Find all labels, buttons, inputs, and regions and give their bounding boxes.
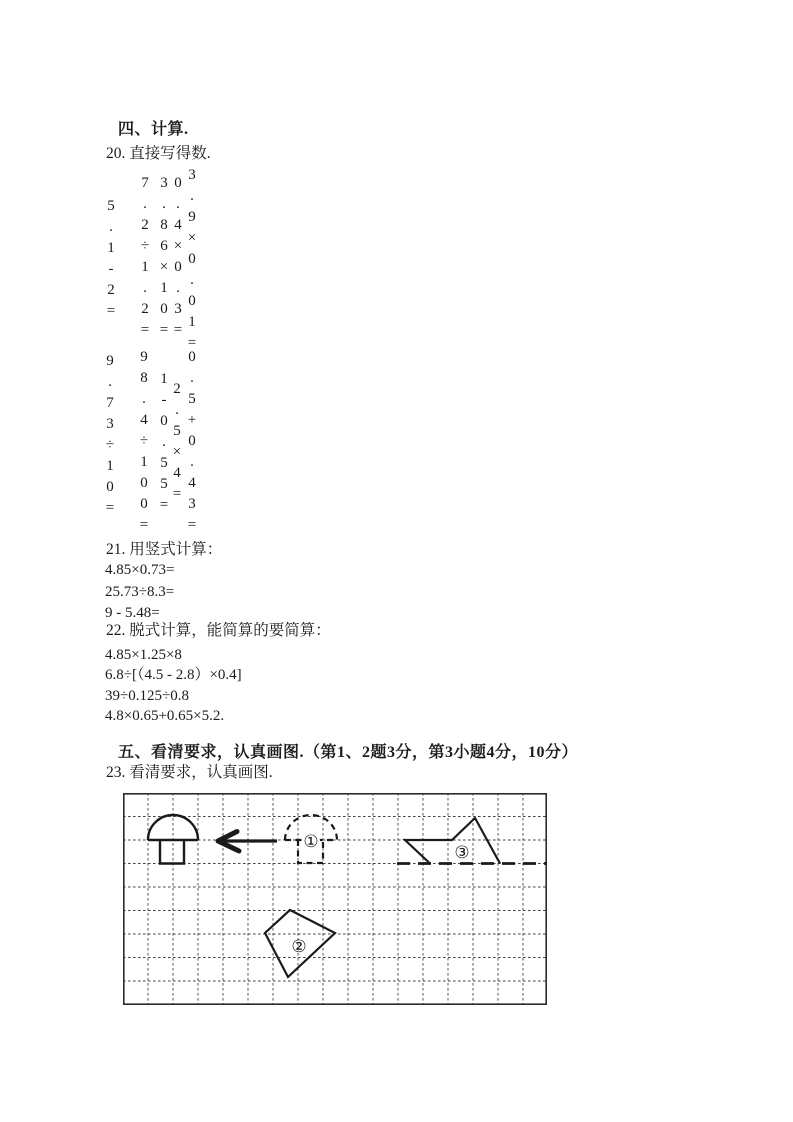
expression-char: 1 bbox=[160, 280, 168, 296]
expression-char: - bbox=[108, 261, 114, 277]
figure-label-2: ② bbox=[291, 937, 307, 957]
vertical-expression-column bbox=[138, 173, 152, 341]
expression-char: × bbox=[172, 444, 182, 460]
expression-char: 5 bbox=[173, 423, 181, 439]
expression-char: . bbox=[108, 374, 112, 390]
expression-char: 3 bbox=[106, 416, 114, 432]
expression-char: 5 bbox=[107, 198, 115, 214]
vertical-expression-column bbox=[185, 165, 199, 354]
q21-problem-list bbox=[105, 560, 174, 625]
expression-char: 4 bbox=[188, 475, 196, 491]
figure-label-3: ③ bbox=[454, 843, 470, 863]
expression-char: 1 bbox=[140, 454, 148, 470]
vertical-expression-column bbox=[104, 196, 118, 322]
expression-char: 0 bbox=[188, 349, 196, 365]
expression-char: 0 bbox=[188, 293, 196, 309]
expression-char: 0 bbox=[188, 251, 196, 267]
expression-char: 4 bbox=[173, 465, 181, 481]
expression-char: ÷ bbox=[139, 433, 149, 449]
expression-char: 1 bbox=[141, 259, 149, 275]
vertical-expression-column bbox=[103, 351, 117, 519]
expression-char: × bbox=[173, 238, 183, 254]
q23-drawing-grid-figure bbox=[123, 793, 547, 1005]
expression-char: 0 bbox=[174, 175, 182, 191]
expression-char: 0 bbox=[140, 496, 148, 512]
expression-char: 0 bbox=[140, 475, 148, 491]
expression-char: . bbox=[176, 280, 180, 296]
expression-char: . bbox=[109, 219, 113, 235]
problem-expression: 4.85×1.25×8 bbox=[105, 647, 182, 663]
grid-border bbox=[124, 794, 546, 1004]
expression-char: 3 bbox=[174, 301, 182, 317]
vertical-expression-column bbox=[171, 173, 185, 341]
expression-char: = bbox=[187, 335, 197, 351]
expression-char: . bbox=[162, 196, 166, 212]
expression-char: 1 bbox=[107, 240, 115, 256]
vertical-expression-column bbox=[185, 347, 199, 536]
expression-char: 8 bbox=[160, 217, 168, 233]
grid-figure-svg bbox=[123, 793, 547, 1005]
expression-char: 2 bbox=[141, 217, 149, 233]
expression-char: . bbox=[190, 188, 194, 204]
expression-char: 6 bbox=[160, 238, 168, 254]
expression-char: 1 bbox=[160, 371, 168, 387]
expression-char: = bbox=[172, 486, 182, 502]
expression-char: . bbox=[162, 434, 166, 450]
problem-expression: 4.8×0.65+0.65×5.2. bbox=[105, 707, 225, 724]
expression-char: . bbox=[190, 454, 194, 470]
section-4-heading: 四、计算. bbox=[118, 121, 189, 138]
problem-expression: 39÷0.125÷0.8 bbox=[105, 687, 189, 704]
expression-char: 5 bbox=[160, 455, 168, 471]
expression-char: = bbox=[159, 322, 169, 338]
solid-mushroom-shape bbox=[148, 815, 198, 864]
expression-char: 4 bbox=[174, 217, 182, 233]
problem-expression: 6.8÷[（4.5 - 2.8）×0.4] bbox=[105, 667, 242, 684]
expression-char: 3 bbox=[160, 175, 168, 191]
problem-expression: 4.85×0.73= bbox=[105, 562, 175, 578]
expression-char: × bbox=[159, 259, 169, 275]
expression-char: = bbox=[139, 517, 149, 533]
expression-char: ÷ bbox=[105, 437, 115, 453]
expression-char: 5 bbox=[160, 476, 168, 492]
expression-char: = bbox=[106, 303, 116, 319]
q23-label: 23. 看清要求，认真画图. bbox=[106, 764, 273, 781]
expression-char: 7 bbox=[141, 175, 149, 191]
expression-char: . bbox=[190, 272, 194, 288]
q20-label: 20. 直接写得数. bbox=[106, 145, 211, 162]
expression-char: = bbox=[140, 322, 150, 338]
expression-char: 0 bbox=[160, 413, 168, 429]
expression-char: 5 bbox=[188, 391, 196, 407]
expression-char: + bbox=[187, 412, 197, 428]
vertical-expression-column bbox=[157, 173, 171, 341]
expression-char: 9 bbox=[188, 209, 196, 225]
q22-label: 22. 脱式计算，能简算的要简算： bbox=[106, 622, 331, 639]
expression-char: 0 bbox=[174, 259, 182, 275]
expression-char: 3 bbox=[188, 496, 196, 512]
expression-char: = bbox=[187, 517, 197, 533]
vertical-expression-column bbox=[170, 379, 184, 505]
expression-char: 9 bbox=[106, 353, 114, 369]
expression-char: × bbox=[187, 230, 197, 246]
expression-char: 3 bbox=[188, 167, 196, 183]
expression-char: 2 bbox=[141, 301, 149, 317]
expression-char: = bbox=[105, 500, 115, 516]
expression-char: 2 bbox=[107, 282, 115, 298]
expression-char: - bbox=[161, 392, 167, 408]
vertical-expression-column bbox=[157, 369, 171, 516]
section-5-heading: 五、看清要求，认真画图.（第1、2题3分，第3小题4分，10分） bbox=[118, 744, 579, 761]
q22-problem-list bbox=[105, 645, 242, 726]
expression-char: = bbox=[159, 497, 169, 513]
expression-char: . bbox=[143, 280, 147, 296]
expression-char: 1 bbox=[106, 458, 114, 474]
pentagon-boat-shape bbox=[405, 818, 500, 864]
figure-label-1: ① bbox=[303, 832, 319, 852]
expression-char: . bbox=[142, 391, 146, 407]
problem-expression: 25.73÷8.3= bbox=[105, 583, 175, 600]
q21-label: 21. 用竖式计算： bbox=[106, 541, 223, 558]
expression-char: . bbox=[143, 196, 147, 212]
expression-char: 2 bbox=[173, 381, 181, 397]
expression-char: ÷ bbox=[140, 238, 150, 254]
expression-char: 8 bbox=[140, 370, 148, 386]
expression-char: = bbox=[173, 322, 183, 338]
vertical-expression-column bbox=[137, 347, 151, 536]
expression-char: 0 bbox=[106, 479, 114, 495]
expression-char: 0 bbox=[188, 433, 196, 449]
expression-char: . bbox=[190, 370, 194, 386]
expression-char: 1 bbox=[188, 314, 196, 330]
expression-char: 9 bbox=[140, 349, 148, 365]
expression-char: 0 bbox=[160, 301, 168, 317]
expression-char: . bbox=[175, 402, 179, 418]
expression-char: 4 bbox=[140, 412, 148, 428]
expression-char: . bbox=[176, 196, 180, 212]
problem-expression: 9 - 5.48= bbox=[105, 605, 160, 621]
expression-char: 7 bbox=[106, 395, 114, 411]
